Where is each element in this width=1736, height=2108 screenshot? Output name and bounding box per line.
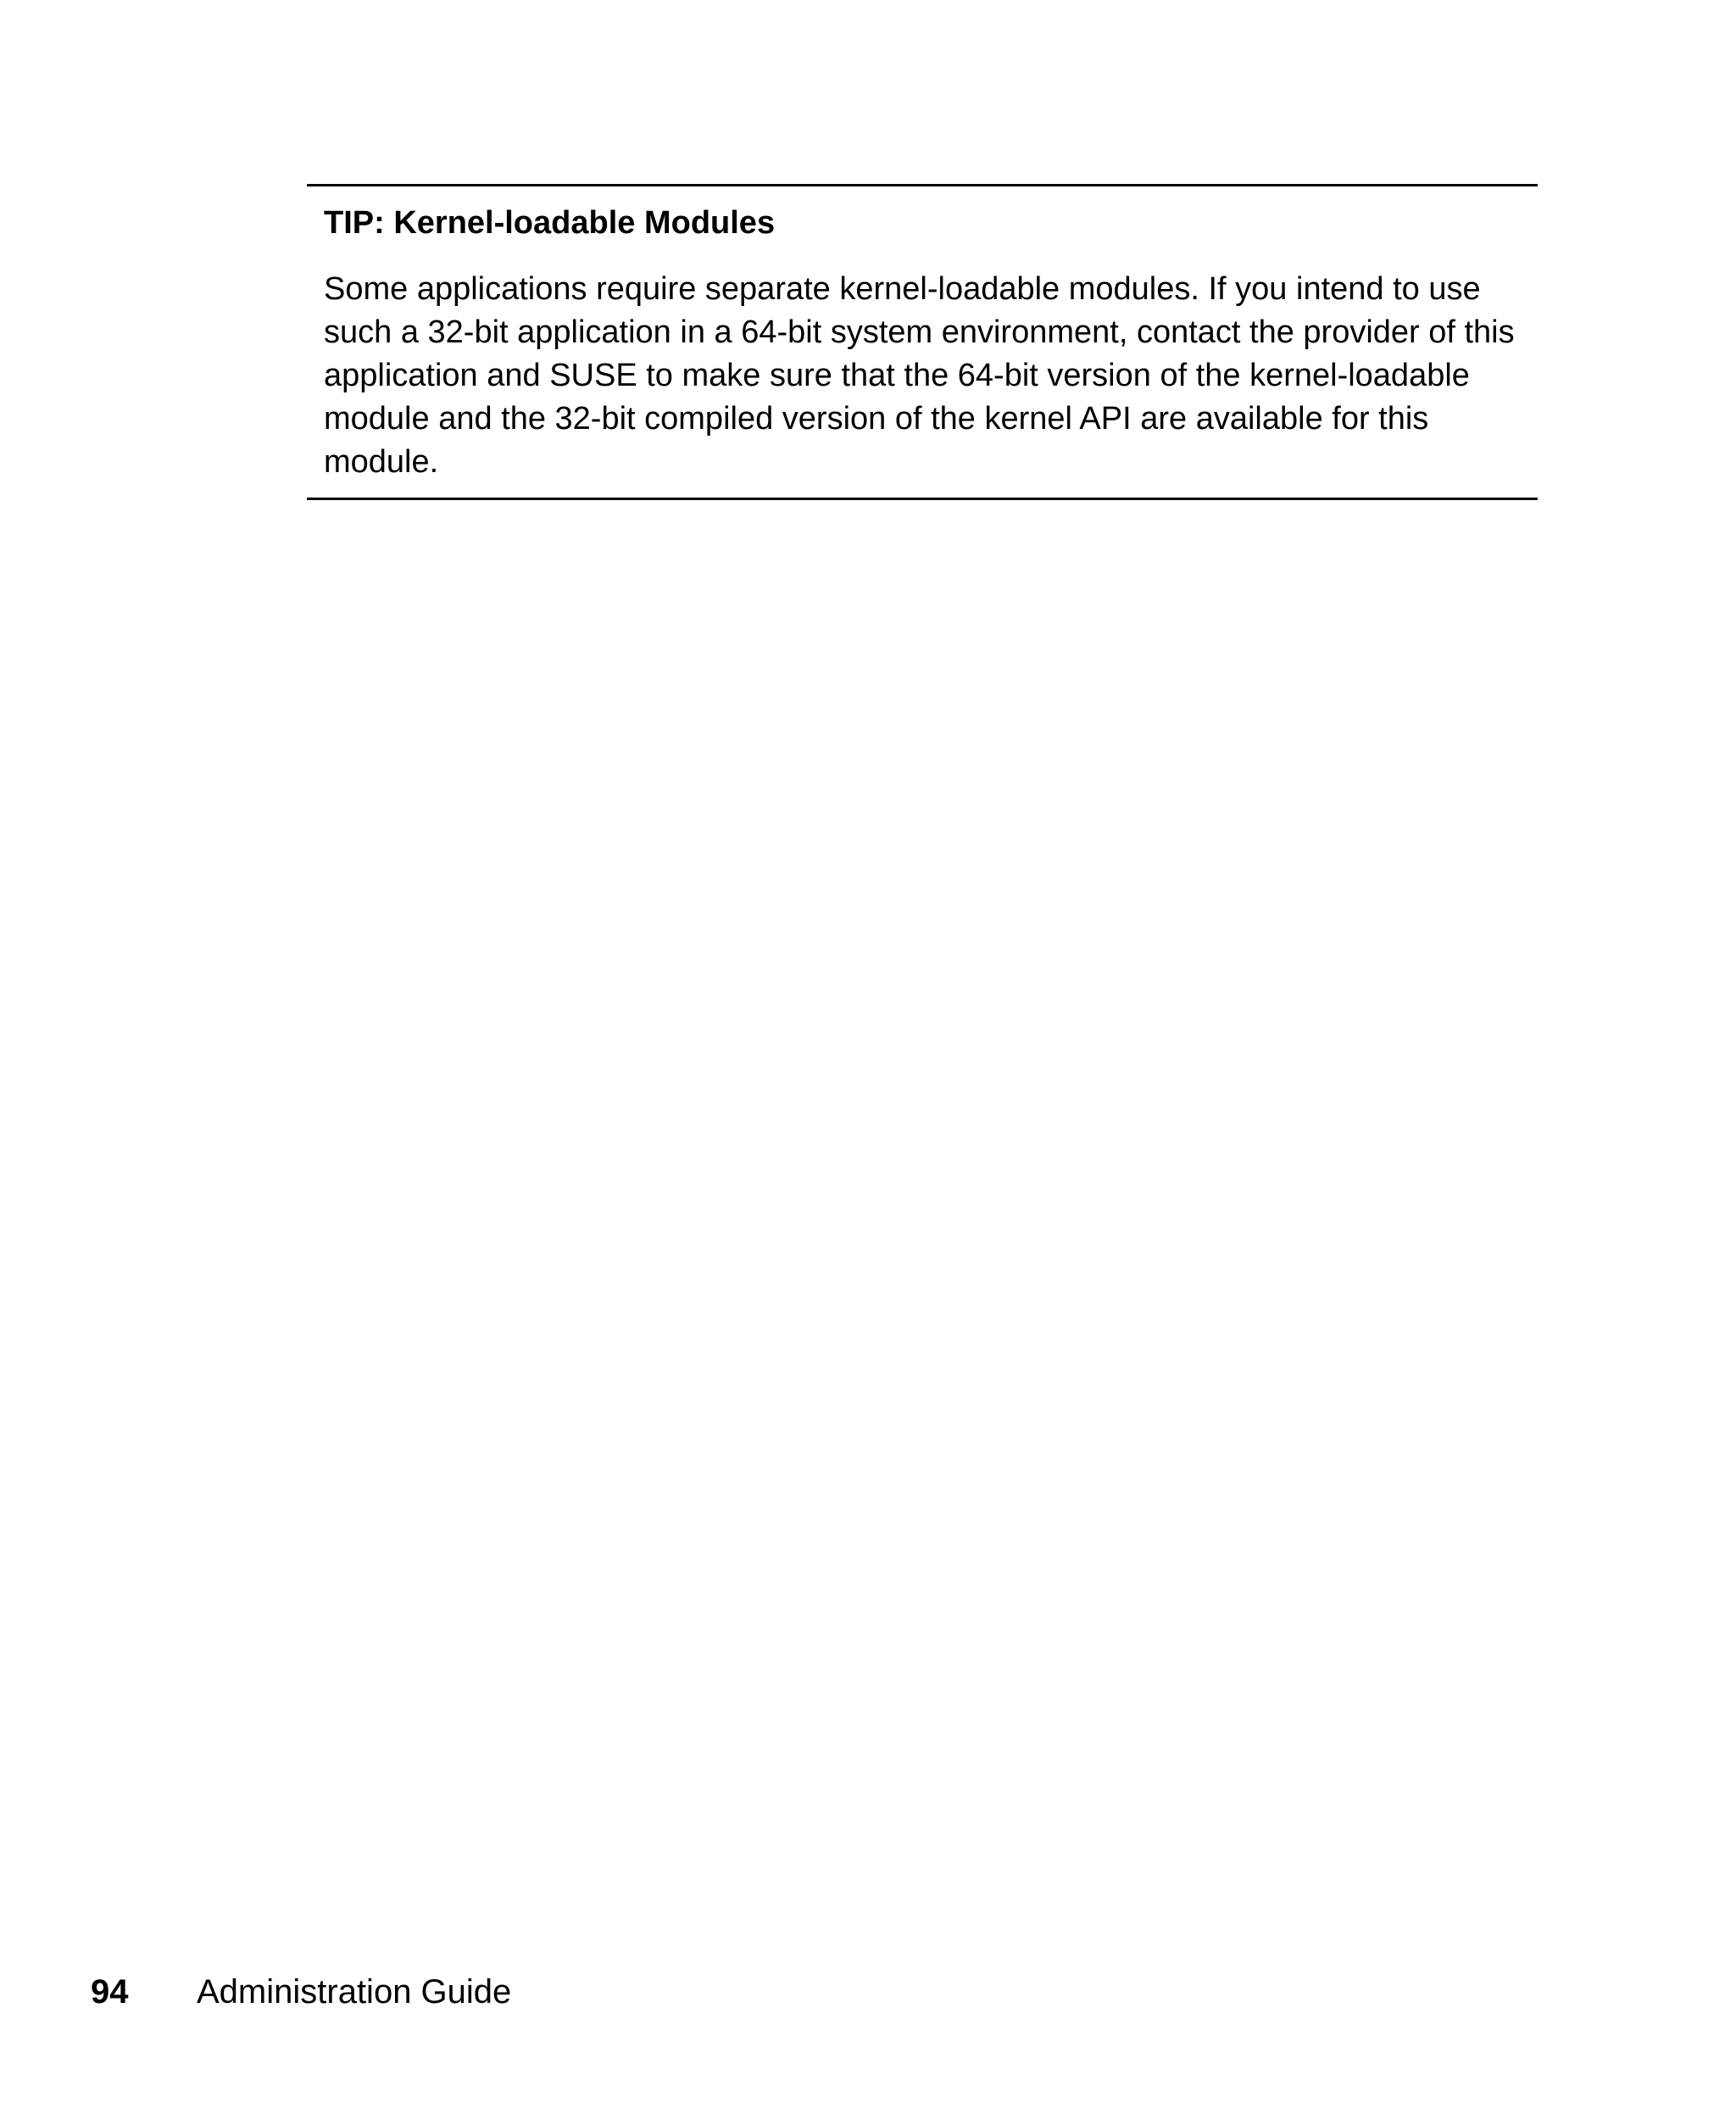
tip-body: Some applications require separate kernel-loadable modules. If you intend to use such a 32-bit application in a 64-bit system environment, contact the provider of this application and SUSE to make sure that the 64-bit version of the kernel-loadable module and the 32-bit compiled version of the kernel API are available for this module.: [324, 271, 1515, 480]
page-number: 94: [91, 1973, 129, 2011]
tip-box: [307, 184, 1538, 500]
tip-heading: TIP: Kernel-loadable Modules: [324, 205, 776, 241]
document-title: Administration Guide: [197, 1973, 512, 2011]
page-footer: [91, 1968, 511, 2016]
